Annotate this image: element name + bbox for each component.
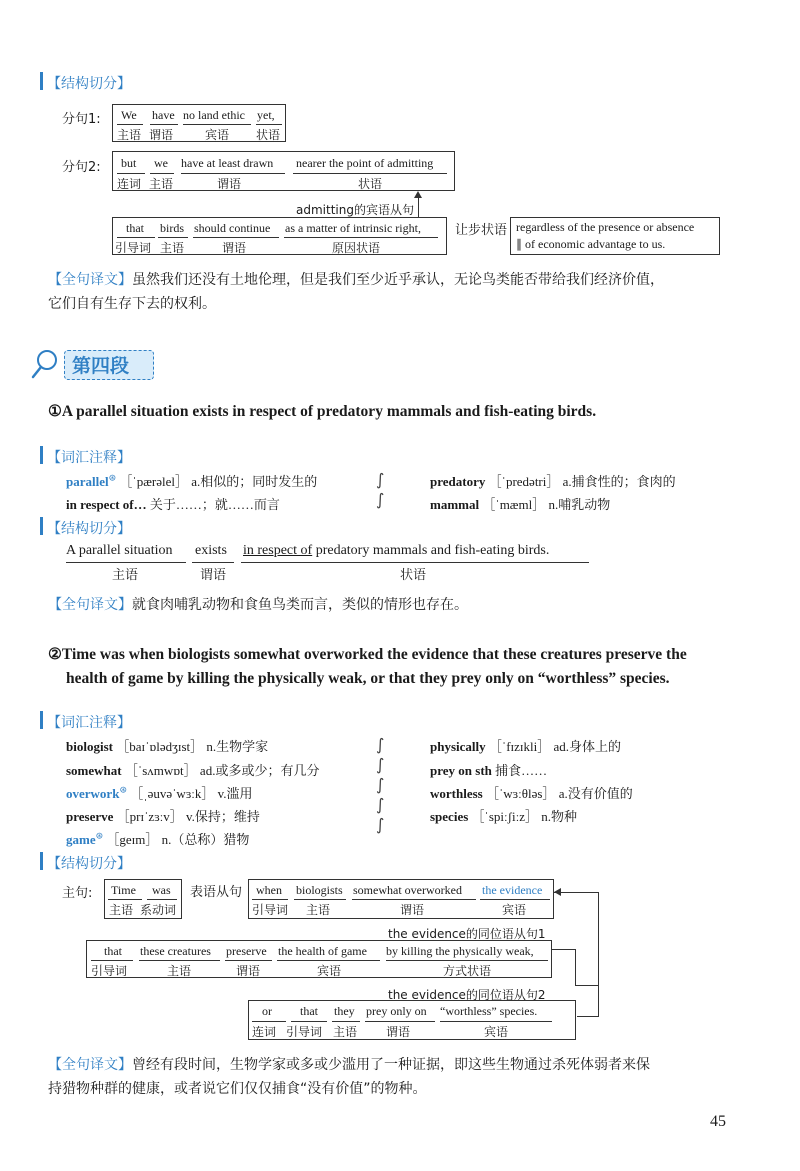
vocab-phon: ［prɪˈzɜːv］ — [116, 809, 183, 824]
vocab-item — [430, 783, 633, 802]
vocab-item — [430, 736, 621, 755]
wave-divider: ∫ — [376, 755, 385, 774]
connector-line — [575, 949, 576, 985]
vocab-def: v.滥用 — [217, 786, 253, 801]
trans-tag: 【全句译文】 — [48, 597, 132, 613]
app2-label: the evidence的同位语从句2 — [388, 988, 546, 1002]
seg-adv — [243, 543, 549, 559]
pred-clause-label: 表语从句 — [190, 885, 243, 900]
sentence-number: ① — [48, 403, 62, 420]
role-label: 谓语 — [217, 177, 242, 191]
vocab-phon: ［ˈmæml］ — [482, 497, 546, 512]
role-label: 系动词 — [140, 903, 177, 917]
role-label: 谓语 — [400, 903, 425, 917]
underline — [241, 562, 589, 563]
underline — [150, 173, 174, 174]
connector-line — [575, 985, 599, 986]
role-label: 原因状语 — [332, 241, 381, 255]
trans-text: 曾经有段时间，生物学家或多或少滥用了一种证据，即这些生物通过杀死体弱者来保 — [132, 1057, 650, 1073]
section-marker — [40, 446, 43, 464]
vocab-word: species — [430, 809, 469, 824]
word: biologists — [296, 883, 343, 897]
word: nearer the point of admitting — [296, 156, 434, 170]
underline — [284, 237, 438, 238]
word: prey only on — [366, 1004, 427, 1018]
underline — [117, 173, 145, 174]
connector-line — [598, 892, 599, 1016]
role-label: 谓语 — [236, 964, 261, 978]
vocab-phon: ［ˈpærəlel］ — [119, 474, 188, 489]
wave-divider: ∫ — [376, 470, 385, 489]
underline — [440, 1021, 552, 1022]
clause1-label: 分句1: — [62, 112, 101, 127]
vocab-item — [430, 471, 676, 490]
star-icon: ⊛ — [108, 472, 117, 483]
word: regardless of the presence or absence — [516, 220, 695, 234]
word: yet, — [257, 108, 275, 122]
word: they — [334, 1004, 355, 1018]
underline — [66, 562, 186, 563]
underline — [294, 899, 346, 900]
seg-adv-prep: in respect of — [243, 543, 313, 558]
sentence-text: health of game by killing the physically weak, or that they prey only on “worthless” species. — [66, 670, 670, 687]
underline — [256, 124, 282, 125]
clause2-label: 分句2: — [62, 160, 101, 175]
role-label: 主语 — [117, 128, 142, 142]
role-label: 引导词 — [115, 241, 152, 255]
wave-divider: ∫ — [376, 735, 385, 754]
vocab-phon: ［ˈpredətri］ — [488, 474, 560, 489]
vocab-item — [66, 760, 319, 779]
word: as a matter of intrinsic right, — [285, 221, 421, 235]
role-label: 主语 — [306, 903, 331, 917]
section-marker — [40, 852, 43, 870]
arrow-up-icon — [414, 191, 422, 198]
word: that — [300, 1004, 318, 1018]
main-label: 主句: — [62, 886, 93, 901]
vocab-def: n.哺乳动物 — [548, 497, 611, 512]
word: have at least drawn — [181, 156, 274, 170]
underline — [147, 899, 177, 900]
word: of economic advantage to us. — [525, 237, 666, 251]
word: that — [104, 944, 122, 958]
vocab-def: n.（总称）猎物 — [161, 832, 250, 847]
seg-adv-rest: predatory mammals and fish-eating birds. — [315, 543, 550, 558]
vocab-word: somewhat — [66, 763, 122, 778]
role-label: 主语 — [160, 241, 185, 255]
underline — [183, 124, 251, 125]
vocab-def: 关于……；就……而言 — [149, 497, 280, 512]
trans-tag: 【全句译文】 — [48, 1057, 132, 1073]
vocab-phon: ［geɪm］ — [106, 832, 159, 847]
translation-s1 — [48, 593, 768, 617]
vocab-tag: 【词汇注释】 — [47, 450, 131, 466]
vocab-def: a.相似的；同时发生的 — [191, 474, 318, 489]
underline — [139, 960, 220, 961]
section-marker — [40, 72, 43, 90]
word: no land ethic — [183, 108, 245, 122]
vocab-word: prey on sth — [430, 763, 492, 778]
vocab-phon: ［baɪˈɒlədʒɪst］ — [116, 739, 204, 754]
role-label: 引导词 — [286, 1025, 323, 1039]
role-label: 主语 — [167, 964, 192, 978]
role-label: 宾语 — [502, 903, 527, 917]
wave-divider: ∫ — [376, 815, 385, 834]
role-label: 主语 — [333, 1025, 358, 1039]
translation-s2 — [48, 1053, 768, 1101]
word: by killing the physically weak, — [386, 944, 534, 958]
app1-label: the evidence的同位语从句1 — [388, 927, 546, 941]
vocab-word: physically — [430, 739, 486, 754]
vocab-word: in respect of… — [66, 497, 147, 512]
sentence-text: A parallel situation exists in respect of predatory mammals and fish-eating birds. — [61, 403, 597, 420]
object-clause-label: admitting的宾语从句 — [296, 203, 414, 217]
star-icon: ⊛ — [119, 784, 127, 795]
role-label: 状语 — [358, 177, 383, 191]
underline — [117, 124, 143, 125]
struct-tag: 【结构切分】 — [47, 521, 131, 537]
word: Time — [111, 883, 136, 897]
word: these creatures — [140, 944, 211, 958]
vocab-word: overwork — [66, 786, 120, 801]
role-label: 引导词 — [252, 903, 289, 917]
underline — [91, 960, 133, 961]
role-label: 主语 — [109, 903, 134, 917]
underline — [252, 1021, 286, 1022]
vocab-phon: ［ˌəuvəˈwɜːk］ — [130, 786, 215, 801]
vocab-word: predatory — [430, 474, 486, 489]
trans-text: 虽然我们还没有土地伦理，但是我们至少近乎承认，无论鸟类能否带给我们经济价值， — [132, 272, 664, 288]
vocab-def: v.保持；维持 — [186, 809, 260, 824]
page-number: 45 — [710, 1113, 726, 1130]
sentence-text: Time was when biologists somewhat overworked the evidence that these creatures preserve the — [61, 646, 687, 663]
sentence-1 — [48, 402, 596, 421]
underline — [291, 1021, 327, 1022]
connector-line — [577, 1016, 599, 1017]
struct-tag: 【结构切分】 — [47, 76, 131, 92]
clause4-line2 — [516, 237, 665, 252]
underline — [277, 960, 380, 961]
word-evidence: the evidence — [482, 883, 543, 897]
vocab-item — [66, 736, 268, 755]
separator-icon: ∥ — [516, 237, 525, 251]
vocab-word: game — [66, 832, 96, 847]
role-label: 连词 — [252, 1025, 277, 1039]
underline — [365, 1021, 435, 1022]
vocab-phon: ［ˈsʌmwɒt］ — [124, 763, 197, 778]
vocab-word: biologist — [66, 739, 113, 754]
wave-divider: ∫ — [376, 490, 385, 509]
sentence-2 — [48, 643, 687, 691]
trans-text: 它们自有生存下去的权利。 — [48, 296, 216, 312]
role-label: 引导词 — [91, 964, 128, 978]
word: have — [152, 108, 175, 122]
wave-divider: ∫ — [376, 775, 385, 794]
word: or — [262, 1004, 272, 1018]
role-label: 主语 — [112, 568, 139, 583]
word: somewhat overworked — [353, 883, 462, 897]
wave-divider: ∫ — [376, 795, 385, 814]
vocab-def: n.物种 — [541, 809, 577, 824]
vocab-def: a.捕食性的；食肉的 — [562, 474, 676, 489]
word: when — [256, 883, 282, 897]
role-label: 宾语 — [205, 128, 230, 142]
seg-verb: exists — [195, 543, 227, 558]
vocab-def: 捕食…… — [495, 763, 548, 778]
vocab-def: ad.或多或少；有几分 — [199, 763, 320, 778]
vocab-item — [66, 494, 280, 513]
role-label: 宾语 — [484, 1025, 509, 1039]
trans-text: 就食肉哺乳动物和食鱼鸟类而言，类似的情形也存在。 — [132, 597, 468, 613]
vocab-tag: 【词汇注释】 — [47, 715, 131, 731]
role-label: 谓语 — [149, 128, 174, 142]
role-label: 宾语 — [317, 964, 342, 978]
word: we — [154, 156, 168, 170]
underline — [192, 562, 234, 563]
word: was — [152, 883, 171, 897]
struct-tag: 【结构切分】 — [47, 856, 131, 872]
trans-tag: 【全句译文】 — [48, 272, 132, 288]
word: “worthless” species. — [440, 1004, 538, 1018]
magnifier-icon — [30, 348, 60, 384]
vocab-item — [66, 806, 260, 825]
word: preserve — [226, 944, 267, 958]
role-label: 方式状语 — [443, 964, 492, 978]
vocab-item — [66, 471, 317, 490]
underline — [293, 173, 447, 174]
vocab-item — [66, 783, 253, 802]
role-label: 连词 — [117, 177, 142, 191]
word: that — [126, 221, 144, 235]
underline — [352, 899, 476, 900]
section-title: 第四段 — [72, 355, 130, 377]
underline — [332, 1021, 360, 1022]
vocab-item — [430, 760, 547, 779]
adv-label: 让步状语 — [455, 223, 508, 238]
word: the health of game — [278, 944, 367, 958]
connector-line — [552, 949, 576, 950]
vocab-phon: ［ˈwɜːθləs］ — [485, 786, 556, 801]
underline — [117, 237, 155, 238]
underline — [150, 124, 178, 125]
role-label: 谓语 — [200, 568, 227, 583]
vocab-def: a.没有价值的 — [558, 786, 633, 801]
underline — [386, 960, 548, 961]
vocab-word: parallel — [66, 474, 109, 489]
word: birds — [160, 221, 184, 235]
sentence-number: ② — [48, 646, 62, 663]
underline — [193, 237, 279, 238]
section-marker — [40, 711, 43, 729]
arrow-left-icon — [554, 888, 561, 896]
vocab-word: mammal — [430, 497, 480, 512]
role-label: 主语 — [149, 177, 174, 191]
role-label: 状语 — [256, 128, 281, 142]
word: We — [121, 108, 137, 122]
underline — [158, 237, 188, 238]
vocab-item — [430, 806, 577, 825]
role-label: 状语 — [400, 568, 427, 583]
vocab-item — [66, 829, 249, 848]
vocab-phon: ［ˈspiːʃiːz］ — [471, 809, 538, 824]
star-icon: ⊛ — [95, 830, 104, 841]
underline — [480, 899, 550, 900]
word: but — [121, 156, 137, 170]
vocab-word: preserve — [66, 809, 114, 824]
section-marker — [40, 517, 43, 535]
role-label: 谓语 — [222, 241, 247, 255]
vocab-word: worthless — [430, 786, 483, 801]
trans-text: 持猎物种群的健康，或者说它们仅仅捕食“没有价值”的物种。 — [48, 1081, 427, 1097]
underline — [181, 173, 285, 174]
vocab-def: n.生物学家 — [206, 739, 269, 754]
underline — [108, 899, 142, 900]
role-label: 谓语 — [386, 1025, 411, 1039]
vocab-def: ad.身体上的 — [553, 739, 622, 754]
underline — [225, 960, 272, 961]
translation-1 — [48, 268, 768, 316]
word: should continue — [194, 221, 271, 235]
seg-subject: A parallel situation — [66, 543, 173, 558]
underline — [252, 899, 288, 900]
vocab-item — [430, 494, 610, 513]
vocab-phon: ［ˈfɪzɪkli］ — [488, 739, 551, 754]
